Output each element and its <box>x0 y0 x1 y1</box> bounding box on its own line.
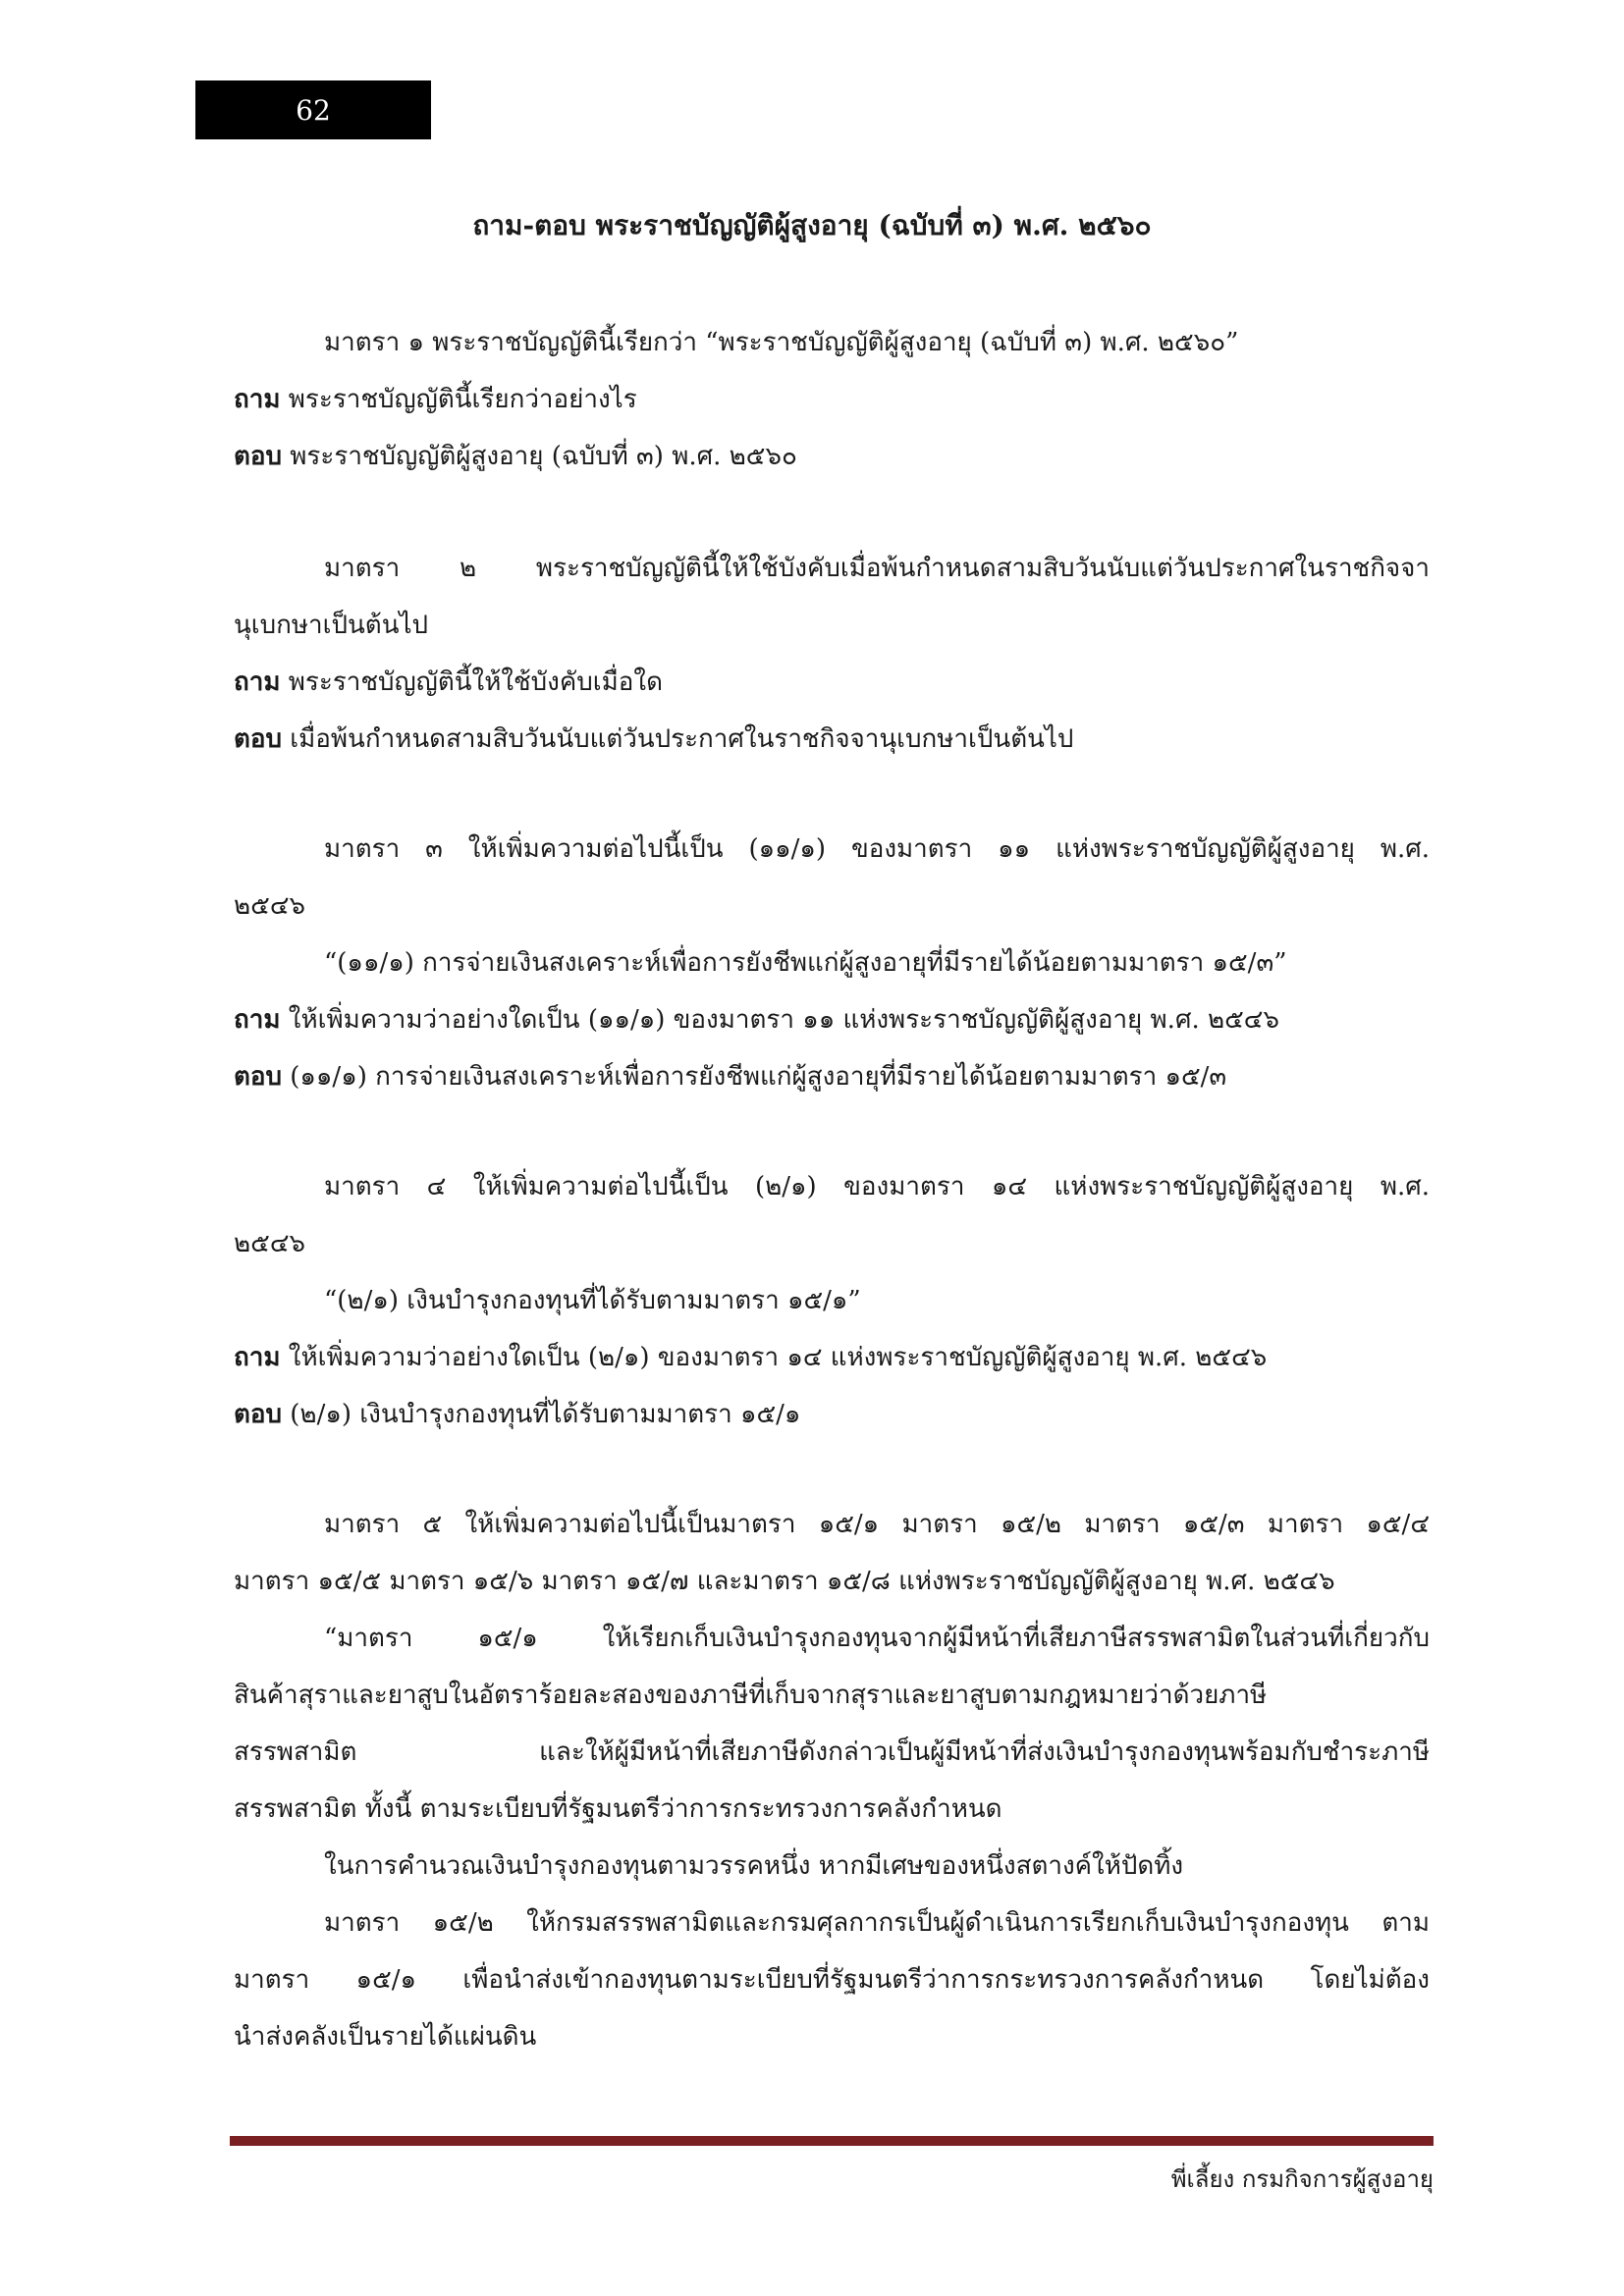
question-line <box>234 654 1430 711</box>
section-5 <box>234 1496 1430 2065</box>
question-label: ถาม <box>234 1343 281 1372</box>
answer-text: เมื่อพ้นกำหนดสามสิบวันนับแต่วันประกาศในราชกิจจานุเบกษาเป็นต้นไป <box>290 724 1074 754</box>
section-text: นุเบกษาเป็นต้นไป <box>234 611 429 640</box>
answer-line <box>234 428 1430 485</box>
question-line <box>234 991 1430 1048</box>
section-text: มาตรา ๑๕/๕ มาตรา ๑๕/๖ มาตรา ๑๕/๗ และมาตรา ๑๕/๘ แห่งพระราชบัญญัติผู้สูงอายุ พ.ศ. ๒๕๔๖ <box>234 1567 1335 1596</box>
section-text: นำส่งคลังเป็นรายได้แผ่นดิน <box>234 2022 537 2052</box>
answer-label: ตอบ <box>234 442 283 471</box>
quoted-provision: “(๑๑/๑) การจ่ายเงินสงเคราะห์เพื่อการยังชีพแก่ผู้สูงอายุที่มีรายได้น้อยตามมาตรา ๑๕/๓” <box>324 948 1287 978</box>
section-2 <box>234 540 1430 768</box>
page-number: 62 <box>195 80 431 139</box>
answer-text: (๒/๑) เงินบำรุงกองทุนที่ได้รับตามมาตรา ๑๕/๑ <box>290 1400 801 1429</box>
answer-text: (๑๑/๑) การจ่ายเงินสงเคราะห์เพื่อการยังชีพแก่ผู้สูงอายุที่มีรายได้น้อยตามมาตรา ๑๕/๓ <box>290 1062 1227 1092</box>
section-text: สรรพสามิต และให้ผู้มีหน้าที่เสียภาษีดังกล่าวเป็นผู้มีหน้าที่ส่งเงินบำรุงกองทุนพร้อมกับชำระภาษี <box>234 1737 1430 1767</box>
answer-label: ตอบ <box>234 724 283 754</box>
footer-text: พี่เลี้ยง กรมกิจการผู้สูงอายุ <box>1170 2165 1434 2193</box>
section-text: มาตรา ๑๕/๒ ให้กรมสรรพสามิตและกรมศุลกากรเป็นผู้ดำเนินการเรียกเก็บเงินบำรุงกองทุน ตาม <box>324 1908 1430 1938</box>
question-label: ถาม <box>234 385 281 414</box>
section-text: ๒๕๔๖ <box>234 1229 305 1258</box>
section-text: มาตรา ๓ ให้เพิ่มความต่อไปนี้เป็น (๑๑/๑) ของมาตรา ๑๑ แห่งพระราชบัญญัติผู้สูงอายุ พ.ศ. <box>324 834 1430 864</box>
section-4 <box>234 1158 1430 1443</box>
question-label: ถาม <box>234 667 281 697</box>
section-text: มาตรา ๕ ให้เพิ่มความต่อไปนี้เป็นมาตรา ๑๕/๑ มาตรา ๑๕/๒ มาตรา ๑๕/๓ มาตรา ๑๕/๔ <box>324 1510 1430 1539</box>
section-text: มาตรา ๔ ให้เพิ่มความต่อไปนี้เป็น (๒/๑) ของมาตรา ๑๔ แห่งพระราชบัญญัติผู้สูงอายุ พ.ศ. <box>324 1172 1430 1201</box>
section-text: “มาตรา ๑๕/๑ ให้เรียกเก็บเงินบำรุงกองทุนจากผู้มีหน้าที่เสียภาษีสรรพสามิตในส่วนที่เกี่ยวกับ <box>324 1624 1430 1653</box>
question-text: ให้เพิ่มความว่าอย่างใดเป็น (๑๑/๑) ของมาตรา ๑๑ แห่งพระราชบัญญัติผู้สูงอายุ พ.ศ. ๒๕๔๖ <box>288 1005 1279 1035</box>
answer-line <box>234 1048 1430 1105</box>
answer-line <box>234 711 1430 768</box>
section-text: ๒๕๔๖ <box>234 891 305 921</box>
question-line <box>234 1329 1430 1386</box>
answer-label: ตอบ <box>234 1400 283 1429</box>
document-title: ถาม-ตอบ พระราชบัญญัติผู้สูงอายุ (ฉบับที่ ๓) พ.ศ. ๒๕๖๐ <box>472 209 1152 241</box>
answer-label: ตอบ <box>234 1062 283 1092</box>
section-text: ในการคำนวณเงินบำรุงกองทุนตามวรรคหนึ่ง หากมีเศษของหนึ่งสตางค์ให้ปัดทิ้ง <box>324 1851 1184 1881</box>
section-text: มาตรา ๒ พระราชบัญญัตินี้ให้ใช้บังคับเมื่อพ้นกำหนดสามสิบวันนับแต่วันประกาศในราชกิจจา <box>324 554 1430 583</box>
quoted-provision: “(๒/๑) เงินบำรุงกองทุนที่ได้รับตามมาตรา ๑๕/๑” <box>324 1286 861 1315</box>
section-text: มาตรา ๑ พระราชบัญญัตินี้เรียกว่า “พระราชบัญญัติผู้สูงอายุ (ฉบับที่ ๓) พ.ศ. ๒๕๖๐” <box>324 328 1239 357</box>
question-line <box>234 371 1430 428</box>
section-text: สินค้าสุราและยาสูบในอัตราร้อยละสองของภาษีที่เก็บจากสุราและยาสูบตามกฎหมายว่าด้วยภาษี <box>234 1681 1268 1710</box>
section-3 <box>234 821 1430 1105</box>
answer-line <box>234 1386 1430 1443</box>
section-text: มาตรา ๑๕/๑ เพื่อนำส่งเข้ากองทุนตามระเบียบที่รัฐมนตรีว่าการกระทรวงการคลังกำหนด โดยไม่ต้อง <box>234 1965 1430 1995</box>
section-text: สรรพสามิต ทั้งนี้ ตามระเบียบที่รัฐมนตรีว่าการกระทรวงการคลังกำหนด <box>234 1794 1002 1824</box>
section-1 <box>234 314 1430 485</box>
question-text: พระราชบัญญัตินี้ให้ใช้บังคับเมื่อใด <box>288 667 663 697</box>
question-label: ถาม <box>234 1005 281 1035</box>
question-text: ให้เพิ่มความว่าอย่างใดเป็น (๒/๑) ของมาตรา ๑๔ แห่งพระราชบัญญัติผู้สูงอายุ พ.ศ. ๒๕๔๖ <box>288 1343 1268 1372</box>
answer-text: พระราชบัญญัติผู้สูงอายุ (ฉบับที่ ๓) พ.ศ. ๒๕๖๐ <box>290 442 797 471</box>
question-text: พระราชบัญญัตินี้เรียกว่าอย่างไร <box>288 385 637 414</box>
footer-rule <box>230 2136 1434 2146</box>
